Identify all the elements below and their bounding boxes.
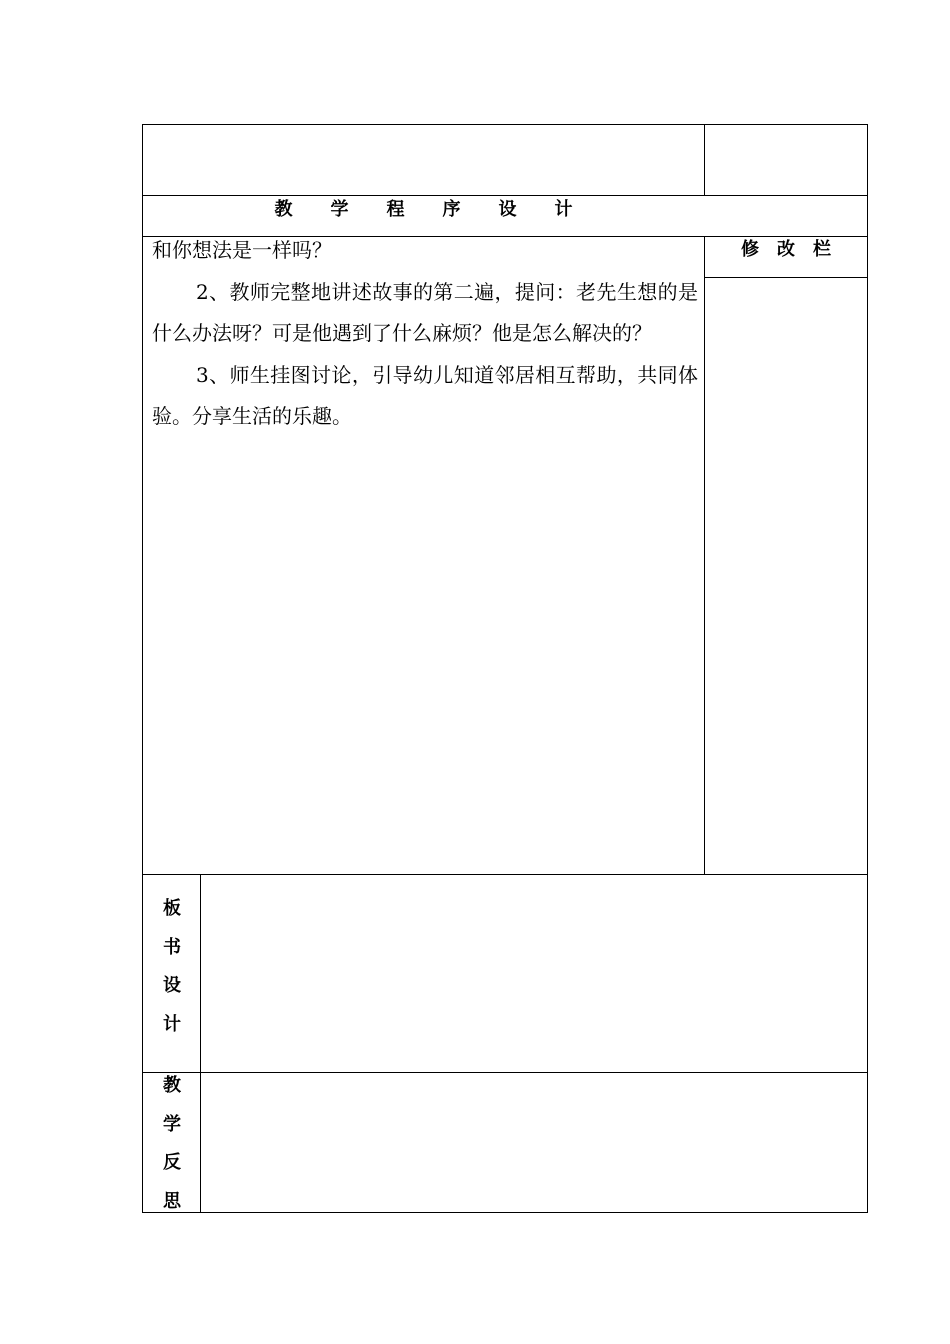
board-design-char: 计 xyxy=(163,1013,181,1035)
table-border-left xyxy=(142,124,143,1213)
column-divider-revision xyxy=(704,236,705,875)
revision-header-divider xyxy=(704,277,868,278)
table-border-right xyxy=(867,124,868,1213)
column-divider-top xyxy=(704,124,705,196)
table-border-top xyxy=(142,124,868,125)
content-item-2: 2、教师完整地讲述故事的第二遍，提问：老先生想的是什么办法呀？可是他遇到了什么麻烦？他是怎么解决的？ xyxy=(152,279,698,345)
teaching-reflection-char: 教 xyxy=(163,1075,181,1096)
board-design-label xyxy=(143,890,201,1044)
teaching-reflection-char: 反 xyxy=(163,1152,181,1173)
teaching-reflection-char: 学 xyxy=(163,1113,181,1135)
board-design-char: 板 xyxy=(163,898,181,919)
teaching-content xyxy=(152,230,698,438)
board-design-char: 设 xyxy=(163,975,181,996)
board-design-char: 书 xyxy=(163,936,181,958)
table-border-bottom xyxy=(142,1212,868,1213)
program-design-heading: 教学程序设计 xyxy=(274,199,611,220)
teaching-reflection-char: 思 xyxy=(163,1190,181,1212)
content-continuation: 和你想法是一样吗？ xyxy=(152,238,332,262)
revision-column-heading: 修改栏 xyxy=(741,239,849,260)
row-divider-heading-top xyxy=(142,195,868,196)
teaching-reflection-label xyxy=(143,1067,201,1221)
row-divider-board xyxy=(142,874,868,875)
row-divider-reflection xyxy=(142,1072,868,1073)
content-item-3: 3、师生挂图讨论，引导幼儿知道邻居相互帮助，共同体验。分享生活的乐趣。 xyxy=(152,362,698,428)
